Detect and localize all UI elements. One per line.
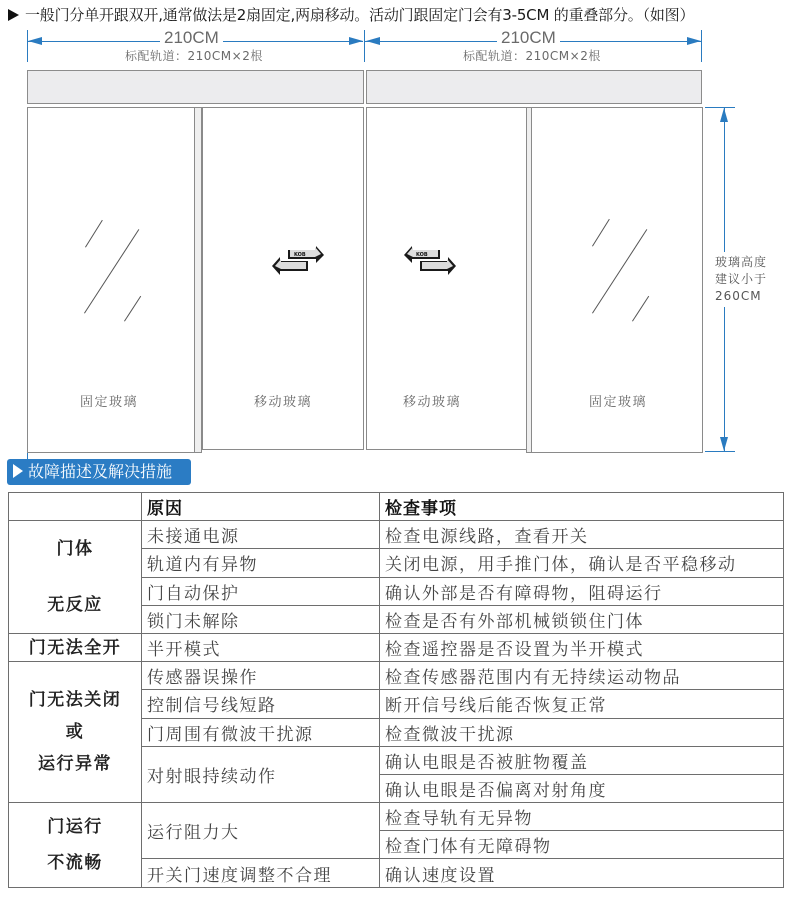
cause-cell: 未接通电源	[142, 521, 380, 549]
kob-logo-icon	[400, 244, 460, 280]
symptom-line: 不流畅	[47, 852, 103, 873]
svg-text:KOB: KOB	[416, 252, 428, 258]
panel-label-fixed-right: 固定玻璃	[589, 395, 648, 410]
header-cause: 原因	[142, 493, 380, 521]
symptom-line: 门运行	[47, 816, 103, 837]
check-cell: 检查是否有外部机械锁锁住门体	[380, 605, 784, 633]
check-cell: 检查传感器范围内有无持续运动物品	[380, 662, 784, 690]
cause-cell: 开关门速度调整不合理	[142, 859, 380, 887]
cause-cell: 传感器误操作	[142, 662, 380, 690]
arrow-left-icon	[366, 37, 380, 45]
table-row	[9, 521, 784, 549]
kob-logo-icon	[268, 244, 328, 280]
symptom-cell	[9, 803, 142, 888]
fault-table	[8, 492, 784, 888]
check-cell: 确认电眼是否被脏物覆盖	[380, 746, 784, 774]
check-cell: 确认速度设置	[380, 859, 784, 887]
check-cell: 检查电源线路，查看开关	[380, 521, 784, 549]
dimension-tick-right	[701, 30, 702, 62]
check-cell: 关闭电源，用手推门体，确认是否平稳移动	[380, 549, 784, 577]
cause-cell: 控制信号线短路	[142, 690, 380, 718]
height-tick-bottom	[705, 451, 735, 452]
panel-label-sliding-right: 移动玻璃	[403, 395, 462, 410]
arrow-left-icon	[28, 37, 42, 45]
panel-label-fixed-left: 固定玻璃	[80, 395, 139, 410]
arrow-right-icon	[687, 37, 701, 45]
table-row	[9, 633, 784, 661]
check-cell: 检查遥控器是否设置为半开模式	[380, 633, 784, 661]
rail-note-left: 标配轨道：210CM×2根	[125, 49, 263, 63]
height-note-line: 玻璃高度	[715, 255, 768, 269]
symptom-line: 门无法全开	[28, 637, 122, 658]
cause-cell: 轨道内有异物	[142, 549, 380, 577]
check-cell: 确认外部是否有障碍物，阻碍运行	[380, 577, 784, 605]
check-cell: 检查微波干扰源	[380, 718, 784, 746]
dimension-tick-left	[27, 30, 28, 62]
track-left	[27, 70, 364, 104]
arrow-right-icon	[349, 37, 363, 45]
header-symptom	[9, 493, 142, 521]
symptom-line: 或	[65, 722, 85, 743]
symptom-line: 运行异常	[38, 754, 112, 775]
cause-cell: 对射眼持续动作	[142, 746, 380, 802]
height-note-line: 建议小于	[715, 272, 768, 286]
symptom-cell	[9, 662, 142, 803]
track-right	[366, 70, 702, 104]
svg-text:KOB: KOB	[294, 252, 306, 258]
cause-cell: 锁门未解除	[142, 605, 380, 633]
symptom-line: 门无法关闭	[28, 690, 122, 711]
arrow-up-icon	[720, 108, 728, 122]
section-banner	[7, 459, 191, 485]
check-cell: 断开信号线后能否恢复正常	[380, 690, 784, 718]
table-row	[9, 662, 784, 690]
table-row	[9, 803, 784, 831]
height-note-line: 260CM	[715, 289, 762, 303]
play-triangle-icon	[13, 464, 23, 478]
table-header-row	[9, 493, 784, 521]
play-triangle-icon	[8, 9, 19, 21]
width-label-left: 210CM	[160, 29, 223, 47]
symptom-cell	[9, 633, 142, 661]
cause-cell: 半开模式	[142, 633, 380, 661]
height-note	[715, 252, 767, 307]
header-check: 检查事项	[380, 493, 784, 521]
check-cell: 检查导轨有无异物	[380, 803, 784, 831]
intro-text	[8, 4, 694, 25]
dimension-tick-middle	[364, 30, 365, 62]
rail-note-right: 标配轨道：210CM×2根	[463, 49, 601, 63]
check-cell: 确认电眼是否偏离对射角度	[380, 774, 784, 802]
cause-cell: 运行阻力大	[142, 803, 380, 859]
section-title: 故障描述及解决措施	[28, 462, 173, 481]
width-label-right: 210CM	[497, 29, 560, 47]
symptom-line: 门体	[56, 539, 94, 560]
cause-cell: 门自动保护	[142, 577, 380, 605]
arrow-down-icon	[720, 437, 728, 451]
panel-overlap-edge	[194, 107, 202, 453]
cause-cell: 门周围有微波干扰源	[142, 718, 380, 746]
check-cell: 检查门体有无障碍物	[380, 831, 784, 859]
panel-label-sliding-left: 移动玻璃	[254, 395, 313, 410]
symptom-line: 无反应	[47, 595, 103, 616]
intro-text-content: 一般门分单开跟双开,通常做法是2扇固定,两扇移动。活动门跟固定门会有3-5CM 的重叠部分。（如图）	[25, 6, 695, 24]
symptom-cell	[9, 521, 142, 634]
